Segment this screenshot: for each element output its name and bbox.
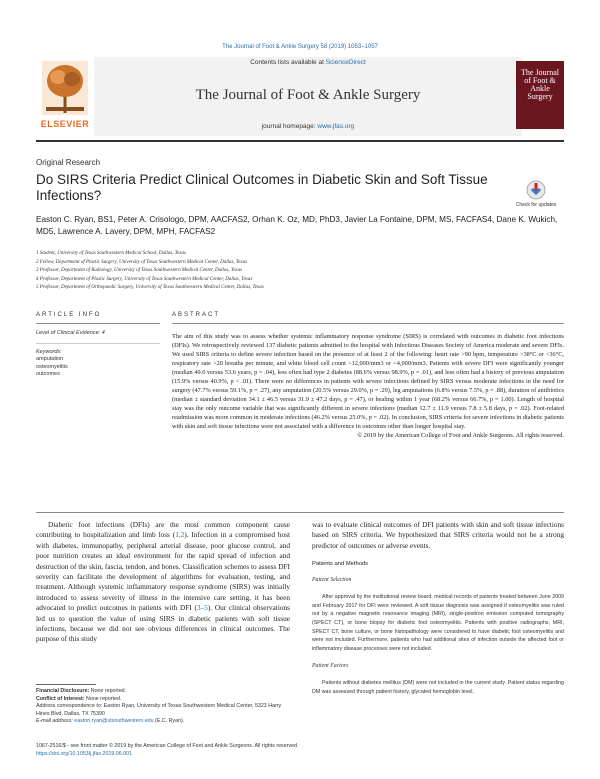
journal-citation[interactable]: The Journal of Foot & Ankle Surgery 58 (2019) 1053–1057 xyxy=(222,44,378,50)
article-info-divider xyxy=(36,343,160,344)
article-title: Do SIRS Criteria Predict Clinical Outcomes in Diabetic Skin and Soft Tissue Infections? xyxy=(36,172,488,203)
purpose-paragraph: was to evaluate clinical outcomes of DFI patients with skin and soft tissue infections based on SIRS criteria. We hypothesized that SIRS criteria would not be a strong predictor of outcomes or adverse events. xyxy=(312,520,564,550)
conflict-of-interest xyxy=(36,696,290,704)
contents-line xyxy=(94,59,522,66)
email-suffix: (E.C. Ryan). xyxy=(155,718,185,724)
affiliation-item: 1 Student, University of Texas Southwestern Medical School, Dallas, Texas xyxy=(36,251,186,256)
page-footer xyxy=(36,742,564,758)
introduction-paragraph xyxy=(36,520,290,645)
footnotes xyxy=(36,688,290,726)
header-divider xyxy=(36,140,564,142)
reference-link[interactable]: 3–5 xyxy=(196,603,208,613)
section-label: Original Research xyxy=(36,158,101,167)
methods-heading: Patients and Methods xyxy=(312,561,369,568)
right-column xyxy=(312,520,564,697)
issn-line: 1067-2516/$ - see front matter © 2019 by the American College of Foot and Ankle Surgeons. All rights reserved. xyxy=(36,743,299,749)
homepage-link[interactable]: www.jfas.org xyxy=(317,123,355,130)
abstract-bottom-rule xyxy=(36,512,564,513)
evidence-level: Level of Clinical Evidence: 4 xyxy=(36,330,105,336)
patient-factors-paragraph: Patients without diabetes mellitus (DM) were not included in the current study. Patient status regarding DM was assessed through patient history, glycated hemoglobin level, xyxy=(312,680,564,695)
abstract-rule xyxy=(172,323,564,324)
sciencedirect-link[interactable]: ScienceDirect xyxy=(325,59,366,66)
keyword-item: outcomes xyxy=(36,371,60,377)
conflict-of-interest-value: None reported. xyxy=(86,695,122,702)
abstract-heading: ABSTRACT xyxy=(172,312,221,318)
journal-cover-image xyxy=(516,61,564,129)
financial-disclosure-label: Financial Disclosure: xyxy=(36,688,90,694)
reference-link[interactable]: 1,2 xyxy=(175,530,185,540)
email-label: E-mail address: xyxy=(36,718,73,724)
patient-selection-heading: Patient Selection xyxy=(312,577,352,584)
journal-homepage xyxy=(94,123,522,130)
intro-text: ). Infection in a compromised host with diabetes, immunopathy, peripheral arterial disease, poor glucose control, and poor nutrition creates an ideal environment for the rapid spread of infection and destruction of the skin, fascia, tendon, and bones. Classification schemes to assess DFI severity can facilitate the development of algorithms for evaluation, testing, and treatment. Although systemic inflammatory response syndrome (SIRS) was initially introduced to assess severity of illness in the intensive care setting, it has been advocated to predict outcomes in patients with DFI ( xyxy=(36,530,291,613)
cover-title: The Journal of Foot & Ankle Surgery xyxy=(521,68,559,101)
journal-title: The Journal of Foot & Ankle Surgery xyxy=(195,87,421,103)
keyword-item: amputation xyxy=(36,356,64,362)
conflict-of-interest-label: Conflict of Interest: xyxy=(36,695,85,702)
patient-selection-paragraph: After approval by the institutional review board, medical records of patients treated between June 2009 and February 2017 for DFI were reviewed. A soft tissue diagnosis was assigned if osteomyelitis was ruled out by a negative magnetic resonance imaging (MRI), single-positron emission computed tomography (SPECT CT), or bone biopsy for diabetic foot osteomyelitis. Patients with positive radiographs, MRI, SPECT CT, bone culture, or bone histopathology were considered to have diabetic foot osteomyelitis and were not included. Furthermore, patients who had additional sites of infection outside the affected foot or inflammatory disease processes were not included. xyxy=(312,594,564,652)
abstract xyxy=(172,312,564,439)
author-list: Easton C. Ryan, BS1, Peter A. Crisologo, DPM, AACFAS2, Orhan K. Oz, MD, PhD3, Javier La Fontaine, DPM, MS, FACFAS4, Dane K. Wukich, MD5, Lawrence A. Lavery, DPM, MPH, FACFAS2 xyxy=(36,215,558,236)
correspondence-address: Address correspondence to: Easton Ryan, University of Texas Southwestern Medical Center, 5323 Harry Hines Blvd, Dallas, TX 75390 xyxy=(36,703,282,717)
crossmark-label: Check for updates xyxy=(515,202,557,208)
article-info xyxy=(36,330,160,379)
elsevier-tree-icon xyxy=(36,59,94,117)
article-info-heading: ARTICLE INFO xyxy=(36,312,102,318)
article-info-rule xyxy=(36,323,160,324)
intro-text: Diabetic foot infections (DFIs) are the most common component cause contributing to hospitalization and limb loss ( xyxy=(36,520,290,540)
doi-link[interactable]: https://doi.org/10.1053/j.jfas.2019.06.001 xyxy=(36,751,133,757)
patient-factors-heading: Patient Factors xyxy=(312,663,349,670)
homepage-label: journal homepage: xyxy=(261,123,316,130)
footnote-rule xyxy=(36,684,96,685)
financial-disclosure xyxy=(36,688,290,696)
affiliation-item: 2 Fellow, Department of Plastic Surgery, University of Texas Southwestern Medical Center, Dallas, Texas xyxy=(36,259,248,265)
financial-disclosure-value: None reported. xyxy=(90,688,127,694)
crossmark-icon xyxy=(526,180,546,200)
intro-text: ). Our clinical observations led us to question the value of using SIRS in diabetic patients with soft tissue infections, because we did not see obvious differences in clinical outcomes. The purpose of this study xyxy=(36,603,290,644)
affiliation-item: 4 Professor, Department of Plastic Surgery, University of Texas Southwestern Medical Center, Dallas, Texas xyxy=(36,276,253,282)
affiliations xyxy=(36,250,564,293)
keywords-label: Keywords: xyxy=(36,348,62,355)
affiliation-item: 3 Professor, Department of Radiology, University of Texas Southwestern Medical Center, Dallas, Texas xyxy=(36,268,243,273)
elsevier-wordmark: ELSEVIER xyxy=(40,119,90,129)
article-info-heading-block xyxy=(36,312,160,324)
email-link[interactable]: easton.ryan@utsouthwestern.edu xyxy=(74,718,154,724)
crossmark-badge[interactable] xyxy=(514,180,558,210)
elsevier-logo xyxy=(36,59,94,131)
email-line xyxy=(36,718,290,726)
affiliation-item: 5 Professor, Department of Orthopaedic Surgery, University of Texas Southwestern Medical Center, Dallas, Texas xyxy=(36,285,264,290)
abstract-body: The aim of this study was to assess whether systemic inflammatory response syndrome (SIRS) is correlated with outcomes in diabetic foot infections (DFIs). We retrospectively reviewed 137 diabetic patients admitted to the hospital with Infectious Diseases Society of America moderate and severe DFIs. We used SIRS criteria to define severe infection based on the presence of at least 2 of the following: heart rate >90 bpm, temperature >38°C or <36°C, respiratory rate >20 breaths per minute, and white blood cell count >12,000/mm3 or <4,000/mm3. Patients with severe DFI were significantly younger (median 49.6 versus 53.6 years, p = .04), less often had type 2 diabetes (88.6% versus 98.9%, p = .01), and less often had a history of previous amputation (15.9% versus 40.9%, p < .01). There were no differences in patients with severe infections defined by SIRS versus moderate infections in the need for surgery (47.7% versus 59.1%, p = .27), any amputation (20.5% versus 29.0%, p = .29), leg amputations (6.8% versus 7.5%, p = .88), duration of antibiotics (median ± standard deviation 34.1 ± 46.5 versus 31.9 ± 47.2 days, p = .47), or healing within 1 year (68.2% versus 66.7%, p = 1.00). Length of hospital stay was the only outcome variable that was significantly different in severe infections (median 12.7 ± 11.9 versus 7.8 ± 5.8 days, p = .02). Foot-related readmission was more common in moderate infections (46.2% versus 25.0%, p = .02). In conclusion, SIRS criteria for severe infections in diabetic patients with skin and soft tissue infections were not associated with a difference in outcomes other than longer hospital stay. xyxy=(172,333,564,430)
contents-prefix: Contents lists available at xyxy=(250,59,324,66)
abstract-copyright: © 2019 by the American College of Foot and Ankle Surgeons. All rights reserved. xyxy=(357,432,564,439)
journal-header xyxy=(36,57,564,136)
keyword-item: osteomyelitis xyxy=(36,363,68,370)
